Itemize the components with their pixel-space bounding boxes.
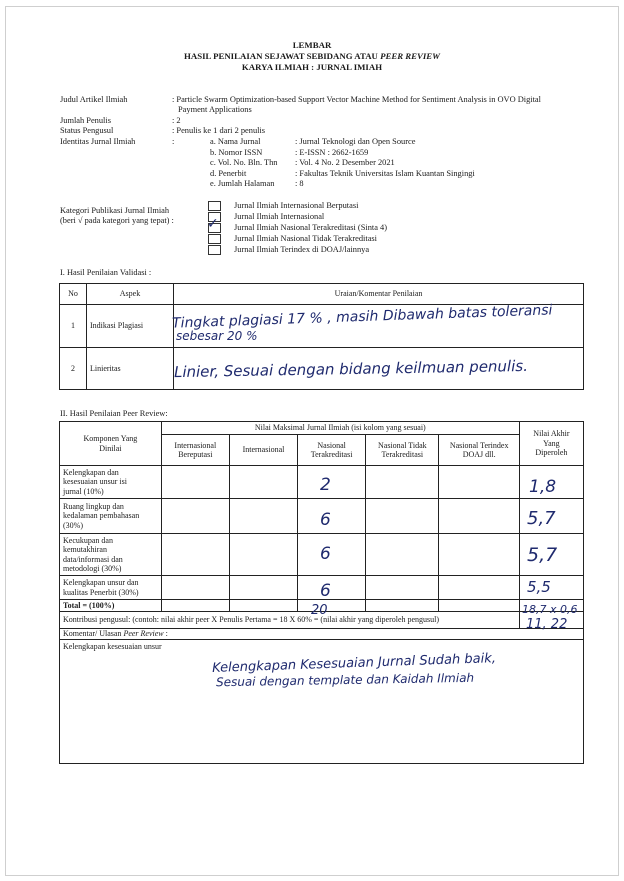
peer-row-komponen <box>60 499 162 534</box>
peer-header-nilai-akhir <box>519 422 583 466</box>
title-lembar: LEMBAR <box>292 40 332 50</box>
komentar-suffix: : <box>163 629 168 639</box>
peer-cell <box>229 499 297 534</box>
title-line2-prefix: HASIL PENILAIAN SEJAWAT SEBIDANG ATAU <box>184 51 381 61</box>
status-pengusul-label: Status Pengusul <box>60 126 114 135</box>
peer-cell <box>366 499 439 534</box>
identitas-colon: : <box>172 137 175 146</box>
validasi-header-uraian: Uraian/Komentar Penilaian <box>174 284 584 305</box>
judul-value-cont: Payment Applications <box>178 105 252 114</box>
handwritten-komentar-line1: Kelengkapan Kesesuaian Jurnal Sudah baik, <box>211 651 497 676</box>
peer-header-komponen <box>60 422 162 466</box>
peer-header-nilai-maks: Nilai Maksimal Jurnal Ilmiah (isi kolom yang sesuai) <box>161 422 519 435</box>
komponen-line: kemutakhiran <box>63 545 107 554</box>
peer-komentar-header <box>60 629 584 640</box>
peer-total-nasional <box>298 600 366 612</box>
handwritten-akhir-4: 5,5 <box>527 578 551 596</box>
handwritten-score-2: 6 <box>320 510 331 530</box>
komponen-line: kesesuaian unsur isi <box>63 477 127 487</box>
title-karya-ilmiah: KARYA ILMIAH : JURNAL IMIAH <box>241 62 383 72</box>
peer-cell <box>366 534 439 576</box>
identitas-label-e: e. Jumlah Halaman <box>210 179 275 188</box>
handwritten-akhir-1: 1,8 <box>529 477 557 497</box>
peer-cell <box>439 534 519 576</box>
komponen-line: jurnal (10%) <box>63 486 104 496</box>
kategori-option-5: Jurnal Ilmiah Terindex di DOAJ/lainnya <box>234 245 370 254</box>
handwritten-plagiasi-line2: sebesar 20 % <box>176 329 258 343</box>
identitas-value-b: : E-ISSN : 2662-1659 <box>295 148 369 157</box>
peer-cell-nasional <box>298 534 366 576</box>
peer-subheader-nasional-akreditasi <box>298 435 366 466</box>
check-mark-icon: ✓ <box>207 216 219 232</box>
komponen-line: Kelengkapan dan <box>63 467 119 477</box>
peer-cell <box>439 466 519 499</box>
identitas-value-a: : Jurnal Teknologi dan Open Source <box>295 137 416 146</box>
kategori-label: Kategori Publikasi Jurnal Ilmiah <box>60 206 170 215</box>
komponen-line: data/informasi dan <box>63 554 123 564</box>
peer-row-komponen <box>60 466 162 499</box>
identitas-label-a: a. Nama Jurnal <box>210 137 261 146</box>
peer-header-komponen-l1: Komponen Yang <box>83 434 138 443</box>
judul-value: : Particle Swarm Optimization-based Support Vector Machine Method for Sentiment Analysis in OVO Digital <box>172 95 541 104</box>
kategori-checkbox-5[interactable] <box>208 245 221 255</box>
peer-cell <box>161 534 229 576</box>
komentar-prefix: Komentar/ Ulasan <box>63 629 124 639</box>
peer-cell <box>439 499 519 534</box>
peer-cell <box>439 600 519 612</box>
peer-cell <box>229 534 297 576</box>
peer-subheader-l2: Terakreditasi <box>381 450 424 459</box>
title-line2-italic: PEER REVIEW <box>380 51 440 61</box>
komentar-item-label: Kelengkapan kesesuaian unsur <box>63 642 162 651</box>
peer-cell <box>161 466 229 499</box>
handwritten-akhir-3: 5,7 <box>527 544 558 566</box>
komponen-line: kedalaman pembahasan <box>63 511 140 521</box>
handwritten-linieritas: Linier, Sesuai dengan bidang keilmuan penulis. <box>173 356 529 382</box>
kategori-checkbox-4[interactable] <box>208 234 221 244</box>
peer-cell <box>161 600 229 612</box>
handwritten-score-4: 6 <box>320 581 331 601</box>
komponen-line: Kecukupan dan <box>63 535 113 545</box>
handwritten-akhir-2: 5,7 <box>527 508 556 529</box>
peer-subheader-intl-bereputasi <box>161 435 229 466</box>
peer-subheader-l2: Terakreditasi <box>310 450 353 459</box>
peer-cell <box>229 576 297 600</box>
validasi-header-aspek: Aspek <box>87 284 174 305</box>
peer-cell-nasional <box>298 466 366 499</box>
handwritten-score-3: 6 <box>320 544 331 564</box>
peer-subheader-l2: DOAJ dll. <box>462 450 496 459</box>
komponen-line: (30%) <box>63 520 83 530</box>
komponen-line: Ruang lingkup dan <box>63 501 124 511</box>
peer-header-nilai-akhir-l2: Yang <box>543 438 560 448</box>
judul-label: Judul Artikel Ilmiah <box>60 95 128 104</box>
identitas-label-b: b. Nomor ISSN <box>210 148 263 157</box>
peer-cell-nasional <box>298 499 366 534</box>
handwritten-komentar-line2: Sesuai dengan template dan Kaidah Ilmiah <box>215 670 475 690</box>
validasi-header-no: No <box>60 284 87 305</box>
kategori-label-hint: (beri √ pada kategori yang tepat) : <box>60 216 174 225</box>
komponen-line: metodologi (30%) <box>63 564 122 573</box>
peer-subheader-l1: Nasional Terindex <box>449 440 509 450</box>
komponen-line: Kelengkapan unsur dan <box>63 578 139 587</box>
peer-header-komponen-l2: Dinilai <box>99 443 122 453</box>
handwritten-score-1: 2 <box>320 475 331 495</box>
identitas-label-c: c. Vol. No. Bln. Thn <box>210 158 278 167</box>
identitas-value-c: : Vol. 4 No. 2 Desember 2021 <box>295 158 395 167</box>
kategori-checkbox-1[interactable] <box>208 201 221 211</box>
peer-subheader-l2: Bereputasi <box>178 450 213 459</box>
peer-subheader-intl <box>229 435 297 466</box>
peer-subheader-doaj <box>439 435 519 466</box>
handwritten-total: 20 <box>311 603 328 618</box>
peer-cell <box>161 576 229 600</box>
kategori-option-1: Jurnal Ilmiah Internasional Berputasi <box>234 201 359 210</box>
kategori-option-2: Jurnal Ilmiah Internasional <box>234 212 325 221</box>
peer-subheader-nasional-tidak <box>366 435 439 466</box>
identitas-label: Identitas Jurnal Ilmiah <box>60 137 136 146</box>
kategori-option-4: Jurnal Ilmiah Nasional Tidak Terakreditasi <box>234 234 378 243</box>
section-peer-title: II. Hasil Penilaian Peer Review: <box>60 409 168 418</box>
peer-subheader-l1: Internasional <box>174 440 217 450</box>
handwritten-total-akhir: 18,7 x 0,6 <box>522 603 578 616</box>
identitas-value-d: : Fakultas Teknik Universitas Islam Kuantan Singingi <box>295 169 475 178</box>
peer-cell <box>366 600 439 612</box>
peer-subheader-l1: Nasional Tidak <box>377 440 427 450</box>
peer-total-label: Total = (100%) <box>60 600 162 612</box>
section-validasi-title: I. Hasil Penilaian Validasi : <box>60 268 152 277</box>
handwritten-kontribusi: 11, 22 <box>526 617 568 632</box>
peer-header-nilai-akhir-l3: Diperoleh <box>535 448 568 458</box>
peer-kontribusi-text: Kontribusi pengusul: (contoh: nilai akhir peer X Penulis Pertama = 18 X 60% = (nilai akhir yang diperoleh pengusul) <box>60 612 520 629</box>
validasi-row-no: 1 <box>60 305 87 348</box>
title-hasil-penilaian <box>0 51 624 61</box>
peer-cell <box>229 600 297 612</box>
peer-cell <box>366 576 439 600</box>
kategori-option-3: Jurnal Ilmiah Nasional Terakreditasi (Sinta 4) <box>234 223 387 232</box>
peer-subheader-l1: Nasional <box>317 440 346 450</box>
komponen-line: kualitas Penerbit (30%) <box>63 587 139 597</box>
validasi-row-aspek: Linieritas <box>87 348 174 390</box>
peer-subheader-l1: Internasional <box>242 445 285 455</box>
peer-cell-nasional <box>298 576 366 600</box>
peer-cell <box>229 466 297 499</box>
peer-cell <box>366 466 439 499</box>
peer-header-nilai-akhir-l1: Nilai Akhir <box>533 429 570 439</box>
komentar-italic: Peer Review <box>123 629 164 639</box>
peer-row-komponen <box>60 534 162 576</box>
jumlah-penulis-label: Jumlah Penulis <box>60 116 111 125</box>
peer-cell <box>439 576 519 600</box>
identitas-value-e: : 8 <box>295 179 304 188</box>
validasi-row-aspek: Indikasi Plagiasi <box>87 305 174 348</box>
handwritten-plagiasi-line1: Tingkat plagiasi 17 % , masih Dibawah batas toleransi <box>171 302 553 332</box>
jumlah-penulis-value: : 2 <box>172 116 181 125</box>
peer-cell <box>161 499 229 534</box>
peer-row-komponen <box>60 576 162 600</box>
validasi-row-no: 2 <box>60 348 87 390</box>
identitas-label-d: d. Penerbit <box>210 169 247 178</box>
status-pengusul-value: : Penulis ke 1 dari 2 penulis <box>172 126 266 135</box>
